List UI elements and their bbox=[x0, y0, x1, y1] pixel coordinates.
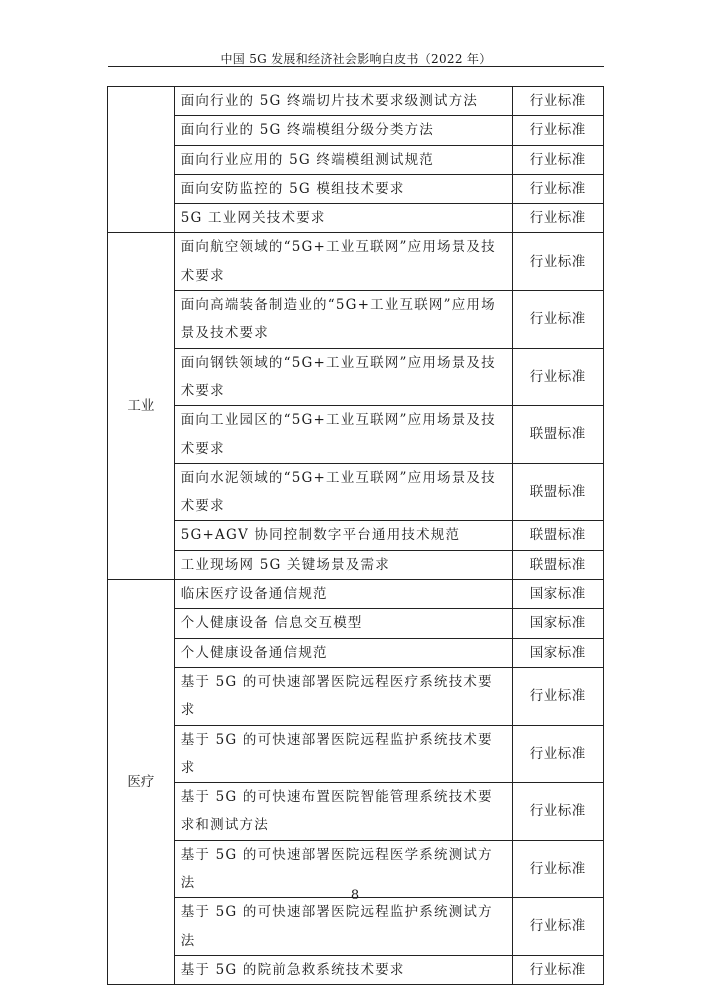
category-cell bbox=[108, 87, 175, 233]
standard-type-cell: 行业标准 bbox=[512, 348, 603, 406]
standard-name-cell: 基于 5G 的可快速布置医院智能管理系统技术要求和测试方法 bbox=[174, 783, 512, 841]
standard-name-cell: 面向水泥领域的“5G+工业互联网”应用场景及技术要求 bbox=[174, 463, 512, 521]
standard-type-cell: 行业标准 bbox=[512, 204, 603, 233]
table-row bbox=[108, 348, 604, 406]
table-row bbox=[108, 783, 604, 841]
category-cell: 工业 bbox=[108, 233, 175, 580]
standard-name-cell: 面向行业应用的 5G 终端模组测试规范 bbox=[174, 145, 512, 174]
table-row bbox=[108, 145, 604, 174]
table-row bbox=[108, 116, 604, 145]
standard-type-cell: 行业标准 bbox=[512, 233, 603, 291]
standard-name-cell: 个人健康设备 信息交互模型 bbox=[174, 609, 512, 638]
standard-type-cell: 国家标准 bbox=[512, 609, 603, 638]
standard-name-cell: 面向航空领域的“5G+工业互联网”应用场景及技术要求 bbox=[174, 233, 512, 291]
standard-name-cell: 基于 5G 的可快速部署医院远程监护系统测试方法 bbox=[174, 898, 512, 956]
table-row bbox=[108, 406, 604, 464]
standard-type-cell: 联盟标准 bbox=[512, 406, 603, 464]
table-row bbox=[108, 204, 604, 233]
standard-type-cell: 行业标准 bbox=[512, 898, 603, 956]
standard-name-cell: 面向工业园区的“5G+工业互联网”应用场景及技术要求 bbox=[174, 406, 512, 464]
standard-type-cell: 联盟标准 bbox=[512, 463, 603, 521]
header-divider bbox=[108, 66, 604, 67]
standard-type-cell: 联盟标准 bbox=[512, 521, 603, 550]
standard-type-cell: 国家标准 bbox=[512, 580, 603, 609]
standard-name-cell: 基于 5G 的可快速部署医院远程医疗系统技术要求 bbox=[174, 667, 512, 725]
table-row bbox=[108, 955, 604, 984]
standard-name-cell: 面向高端装备制造业的“5G+工业互联网”应用场景及技术要求 bbox=[174, 291, 512, 349]
table-row bbox=[108, 898, 604, 956]
standard-name-cell: 个人健康设备通信规范 bbox=[174, 638, 512, 667]
table-row bbox=[108, 580, 604, 609]
standard-name-cell: 5G 工业网关技术要求 bbox=[174, 204, 512, 233]
category-cell: 医疗 bbox=[108, 580, 175, 985]
page-number: 8 bbox=[350, 888, 360, 903]
table-row bbox=[108, 291, 604, 349]
standard-type-cell: 国家标准 bbox=[512, 638, 603, 667]
table-row bbox=[108, 609, 604, 638]
table-row bbox=[108, 174, 604, 203]
standard-name-cell: 面向行业的 5G 终端模组分级分类方法 bbox=[174, 116, 512, 145]
standard-name-cell: 基于 5G 的可快速部署医院远程医学系统测试方法 bbox=[174, 840, 512, 898]
table-row bbox=[108, 550, 604, 579]
standard-type-cell: 行业标准 bbox=[512, 725, 603, 783]
table-row bbox=[108, 463, 604, 521]
table-row bbox=[108, 667, 604, 725]
standard-name-cell: 基于 5G 的院前急救系统技术要求 bbox=[174, 955, 512, 984]
standard-name-cell: 工业现场网 5G 关键场景及需求 bbox=[174, 550, 512, 579]
standard-type-cell: 行业标准 bbox=[512, 667, 603, 725]
table-row bbox=[108, 521, 604, 550]
standard-name-cell: 面向行业的 5G 终端切片技术要求级测试方法 bbox=[174, 87, 512, 116]
standards-table-body bbox=[108, 87, 604, 985]
standard-type-cell: 行业标准 bbox=[512, 116, 603, 145]
standard-name-cell: 临床医疗设备通信规范 bbox=[174, 580, 512, 609]
table-row bbox=[108, 638, 604, 667]
page-header: 中国 5G 发展和经济社会影响白皮书（2022 年） bbox=[220, 52, 492, 66]
standard-type-cell: 行业标准 bbox=[512, 955, 603, 984]
standard-type-cell: 行业标准 bbox=[512, 291, 603, 349]
table-row bbox=[108, 725, 604, 783]
standards-table bbox=[107, 86, 604, 985]
standard-type-cell: 行业标准 bbox=[512, 145, 603, 174]
standard-type-cell: 联盟标准 bbox=[512, 550, 603, 579]
table-row bbox=[108, 233, 604, 291]
standard-name-cell: 基于 5G 的可快速部署医院远程监护系统技术要求 bbox=[174, 725, 512, 783]
standard-name-cell: 面向安防监控的 5G 模组技术要求 bbox=[174, 174, 512, 203]
standard-type-cell: 行业标准 bbox=[512, 783, 603, 841]
standard-type-cell: 行业标准 bbox=[512, 840, 603, 898]
standard-name-cell: 5G+AGV 协同控制数字平台通用技术规范 bbox=[174, 521, 512, 550]
standard-type-cell: 行业标准 bbox=[512, 174, 603, 203]
standard-type-cell: 行业标准 bbox=[512, 87, 603, 116]
standard-name-cell: 面向钢铁领域的“5G+工业互联网”应用场景及技术要求 bbox=[174, 348, 512, 406]
table-row bbox=[108, 87, 604, 116]
